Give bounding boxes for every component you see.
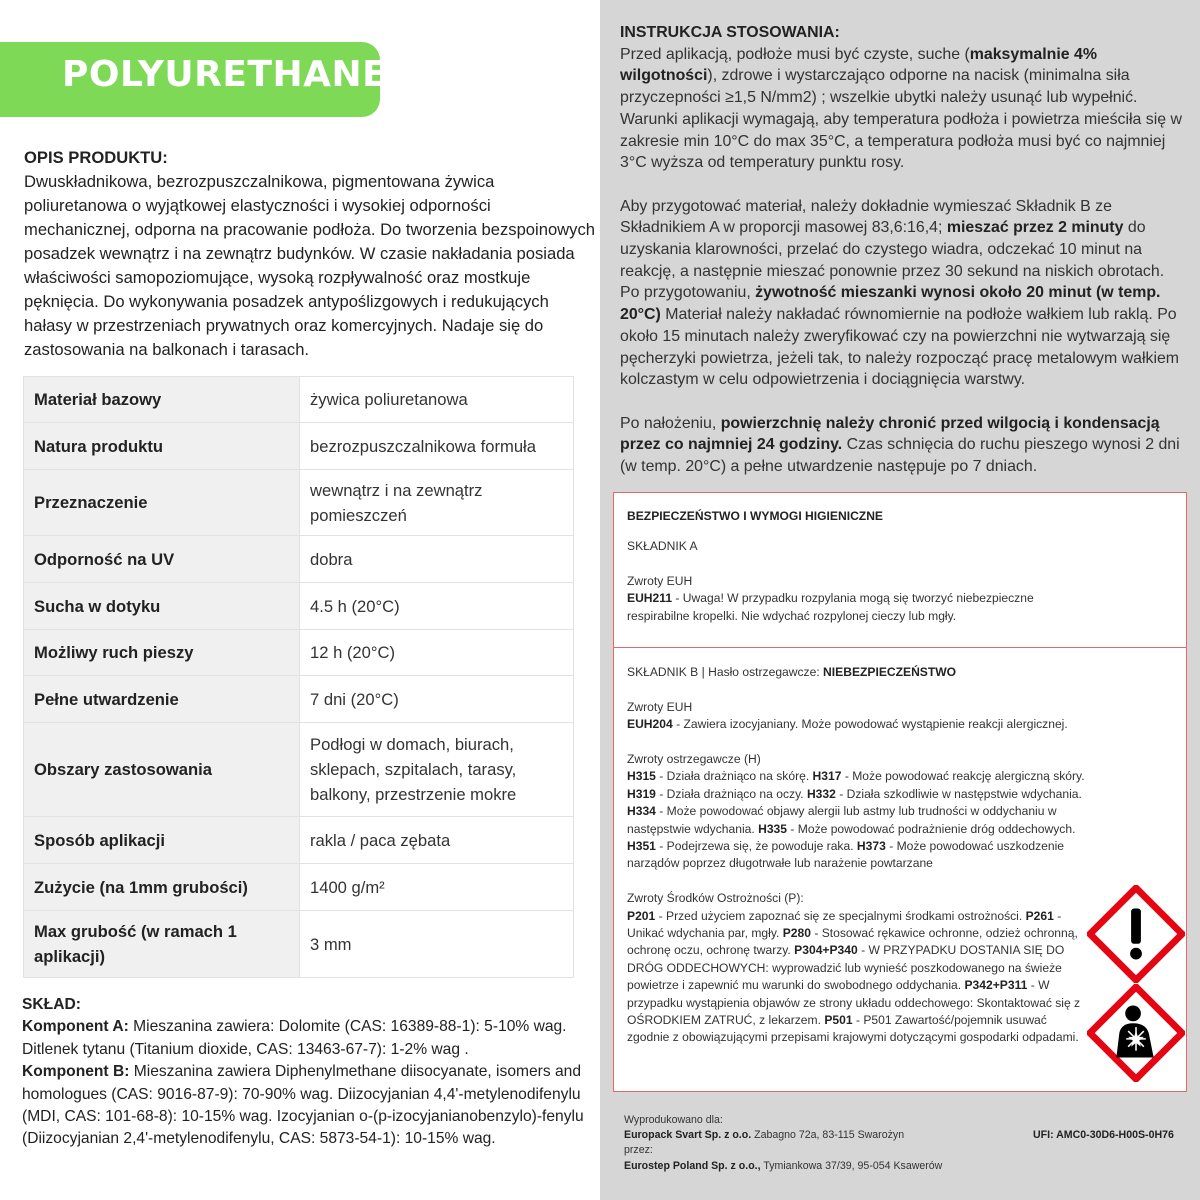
property-value: 1400 g/m²	[300, 864, 574, 911]
safety-title: BEZPIECZEŃSTWO I WYMOGI HIGIENICZNE	[627, 509, 883, 523]
instructions-emphasis: maksymalnie 4% wilgotności	[620, 45, 1097, 85]
instructions-paragraph-1	[620, 44, 1185, 174]
hazard-code: H317	[812, 769, 842, 784]
composition	[22, 994, 597, 1151]
safety-a-body	[627, 538, 1047, 625]
property-label: Odporność na UV	[24, 536, 300, 583]
precaution-text: - W przypadku wystąpienia objawów ze strony układu oddechowego: Skontaktować się z OŚRODKIEM ZATRUĆ, z lekarzem.	[627, 978, 1081, 1028]
company-address: Tymiankowa 37/39, 95-054 Ksawerów	[760, 1159, 943, 1172]
properties-table	[23, 376, 574, 978]
safety-component-a	[614, 493, 1186, 648]
instructions-emphasis: żywotność mieszanki wynosi około 20 minut (w temp. 20°C)	[620, 284, 1161, 324]
description-heading: OPIS PRODUKTU:	[24, 148, 168, 167]
h-statements-heading: Zwroty ostrzegawcze (H)	[627, 752, 761, 766]
hazard-code: H335	[758, 821, 788, 836]
precaution-text: - Unikać wdychania par, mgły.	[627, 908, 1062, 941]
property-label: Materiał bazowy	[24, 377, 300, 423]
property-label: Przeznaczenie	[24, 470, 300, 536]
precaution-code: P201	[627, 908, 656, 923]
precaution-text: - W PRZYPADKU DOSTANIA SIĘ DO DRÓG ODDECHOWYCH: wyprowadzić lub wynieść poszkodowanego na świeże powietrze i zapewnić mu warunki do swobodnego oddychania.	[627, 943, 1065, 993]
table-row	[24, 817, 574, 864]
hazard-code: H373	[856, 839, 886, 854]
property-label: Możliwy ruch pieszy	[24, 630, 300, 676]
precaution-text: - Stosować rękawice ochronne, odzież ochronną, ochronę oczu, ochronę twarzy.	[627, 926, 1078, 958]
safety-box	[613, 492, 1187, 1092]
component-a-label: Komponent A:	[22, 1018, 129, 1036]
instructions-text: Przed aplikacją, podłoże musi być czyste, suche (	[620, 45, 970, 63]
instructions-text: Czas schnięcia do ruchu pieszego wynosi 2 dni (w temp. 20°C) a pełne utwardzenie następuje po 7 dniach.	[620, 436, 1180, 476]
manufacturer-info	[624, 1113, 1004, 1174]
precaution-text: - Przed użyciem zapoznać się ze specjalnymi środkami ostrożności.	[655, 908, 1026, 923]
company-name: Europack Svart Sp. z o.o.	[624, 1129, 752, 1142]
hazard-text: - Może powodować uszkodzenie narządów poprzez długotrwałe lub narażenie powtarzane	[627, 839, 1064, 871]
property-value: żywica poliuretanowa	[300, 377, 574, 423]
property-label: Sucha w dotyku	[24, 583, 300, 630]
safety-b-euh	[627, 716, 1092, 733]
instructions-text: Materiał należy nakładać równomiernie na podłoże wałkiem lub raklą. Po około 15 minutach należy zweryfikować czy na powierzchni nie wytwarzają się pęcherzyki powietrza, jeżeli tak, to należy rozpocząć pracę metalowym wałkiem kolczastym w celu odpowietrzenia i dociągnięcia warstwy.	[620, 306, 1180, 389]
hazard-code: H351	[627, 839, 656, 854]
precaution-text: - P501 Zawartość/pojemnik usuwać zgodnie z obowiązującymi przepisami krajowymi dotyczącymi gospodarki odpadami.	[627, 1013, 1079, 1045]
property-value: bezrozpuszczalnikowa formuła	[300, 423, 574, 470]
table-row	[24, 536, 574, 583]
hazard-text: - Zawiera izocyjaniany. Może powodować wystąpienie reakcji alergicznej.	[672, 717, 1068, 732]
safety-b-label-line	[627, 664, 1092, 681]
hazard-text: - Może powodować podrażnienie dróg oddechowych.	[787, 821, 1076, 836]
instructions-paragraph-3	[620, 413, 1185, 478]
table-row	[24, 470, 574, 536]
safety-component-b	[627, 664, 1092, 1047]
made-for-label: Wyprodukowano dla:	[624, 1114, 723, 1126]
property-value: 4.5 h (20°C)	[300, 583, 574, 630]
precaution-code: P280	[782, 926, 811, 941]
instructions-emphasis: powierzchnię należy chronić przed wilgocią i kondensacją przez co najmniej 24 godziny.	[620, 414, 1160, 454]
p-statements	[627, 908, 1092, 1047]
p-statements-heading: Zwroty Środków Ostrożności (P):	[627, 891, 804, 906]
instructions	[620, 22, 1185, 499]
table-row	[24, 630, 574, 676]
signal-word: NIEBEZPIECZEŃSTWO	[823, 665, 957, 679]
component-a-text: Mieszanina zawiera: Dolomite (CAS: 16389-88-1): 5-10% wag. Ditlenek tytanu (Titanium dioxide, CAS: 13463-67-7): 1-2% wag .	[22, 1018, 567, 1058]
hazard-code: EUH204	[627, 717, 673, 732]
table-row	[24, 377, 574, 423]
precaution-code: P501	[824, 1013, 853, 1028]
property-label: Sposób aplikacji	[24, 817, 300, 864]
company-2	[624, 1159, 1004, 1174]
hazard-text: - Może powodować objawy alergii lub astmy lub trudności w oddychaniu w następstwie wdychania.	[627, 804, 1057, 836]
company-name: Eurostep Poland Sp. z o.o.,	[624, 1159, 761, 1172]
property-value: 12 h (20°C)	[300, 630, 574, 676]
table-row	[24, 423, 574, 470]
instructions-text: do uzyskania klarowności, przelać do czystego wiadra, odczekać 10 minut na reakcję, a następnie mieszać ponownie przez 30 sekund na niskich obrotach. Po przygotowaniu,	[620, 219, 1165, 302]
company-1	[624, 1128, 1004, 1143]
property-value: Podłogi w domach, biurach, sklepach, szpitalach, tarasy, balkony, przestrzenie mokre	[300, 723, 574, 817]
hazard-text: - Może powodować reakcję alergiczną skóry.	[841, 769, 1085, 784]
instructions-text: ), zdrowe i wystarczająco odporne na nacisk (minimalna siła przyczepności ≥1,5 N/mm2) ; wszelkie ubytki należy usunąć lub wypełnić. Warunki aplikacji wymagają, aby temperatura podłoża i powietrza mieściła się w zakresie min 10°C do max 35°C, a temperatura podłoża musi być co najmniej 3°C wyższa od temperatury punktu rosy.	[620, 67, 1182, 172]
property-value: 3 mm	[300, 911, 574, 978]
property-label: Natura produktu	[24, 423, 300, 470]
made-by-label: przez:	[624, 1144, 653, 1157]
hazard-text: - Uwaga! W przypadku rozpylania mogą się tworzyć niebezpieczne respirabilne kropelki. Nie wdychać rozpylonej cieczy lub mgły.	[627, 591, 1034, 623]
product-banner	[0, 42, 388, 117]
hazard-text: - Podejrzewa się, że powoduje raka.	[655, 839, 857, 854]
composition-heading: SKŁAD:	[22, 996, 81, 1013]
property-label: Max grubość (w ramach 1 aplikacji)	[24, 911, 300, 978]
product-title: POLYURETHANE	[62, 54, 388, 95]
hazard-text: - Działa drażniąco na skórę.	[655, 769, 813, 784]
product-description	[24, 146, 599, 362]
instructions-text: Po nałożeniu,	[620, 414, 721, 432]
property-label: Obszary zastosowania	[24, 723, 300, 817]
hazard-code: H319	[627, 786, 656, 801]
instructions-text: Aby przygotować materiał, należy dokładnie wymieszać Składnik B ze Składnikiem A w proporcji masowej 83,6:16,4;	[620, 197, 1112, 237]
hazard-code: H332	[806, 786, 836, 801]
safety-a-label: SKŁADNIK A	[627, 539, 698, 553]
hazard-code: EUH211	[627, 591, 673, 606]
composition-b	[22, 1061, 597, 1151]
table-row	[24, 676, 574, 723]
property-value: dobra	[300, 536, 574, 583]
component-b-text: Mieszanina zawiera Diphenylmethane diisocyanate, isomers and homologues (CAS: 9016-87-9): 70-90% wag. Diizocyjanian 4,4'-metylenodifenylu (MDI, CAS: 101-68-8): 10-15% wag. Izocyjanian o-(p-izocyjanianobenzylo)-fenylu (Diizocyjanian 2,4'-metylenodifenylu, CAS: 5873-54-1): 10-15% wag.	[22, 1063, 584, 1148]
property-label: Zużycie (na 1mm grubości)	[24, 864, 300, 911]
table-row	[24, 864, 574, 911]
hazard-code: H315	[627, 769, 656, 784]
hazard-code: H334	[627, 804, 656, 819]
hazard-text: - Działa drażniąco na oczy.	[655, 786, 807, 801]
table-row	[24, 911, 574, 978]
company-address: Zabagno 72a, 83-115 Swarożyn	[751, 1129, 905, 1142]
instructions-heading: INSTRUKCJA STOSOWANIA:	[620, 24, 840, 41]
h-statements	[627, 768, 1092, 872]
precaution-code: P261	[1025, 908, 1054, 923]
table-row	[24, 723, 574, 817]
property-value: wewnątrz i na zewnątrz pomieszczeń	[300, 470, 574, 536]
instructions-paragraph-2	[620, 196, 1185, 391]
component-b-label: Komponent B:	[22, 1063, 130, 1081]
composition-a	[22, 1016, 597, 1061]
precaution-code: P304+P340	[794, 943, 858, 958]
exclamation-mark-icon	[1087, 885, 1185, 983]
property-value: 7 dni (20°C)	[300, 676, 574, 723]
health-hazard-icon	[1087, 984, 1185, 1082]
safety-a-euh	[627, 590, 1047, 625]
safety-b-label: SKŁADNIK B | Hasło ostrzegawcze:	[627, 665, 824, 679]
ufi-code: UFI: AMC0-30D6-H00S-0H76	[1033, 1129, 1174, 1141]
table-row	[24, 583, 574, 630]
safety-a-euh-heading: Zwroty EUH	[627, 573, 693, 588]
hazard-text: - Działa szkodliwie w następstwie wdychania.	[835, 786, 1082, 801]
footer	[613, 1108, 1187, 1178]
instructions-emphasis: mieszać przez 2 minuty	[946, 219, 1124, 237]
precaution-code: P342+P311	[964, 978, 1028, 993]
safety-b-euh-heading: Zwroty EUH	[627, 699, 693, 714]
description-body: Dwuskładnikowa, bezrozpuszczalnikowa, pigmentowana żywica poliuretanowa o wyjątkowej elastyczności i wysokiej odporności mechanicznej, odporna na pracowanie podłoża. Do tworzenia bezspoinowych posadzek wewnątrz i na zewnątrz budynków. W czasie nakładania posiada właściwości samopoziomujące, wysoką rozpływalność oraz mostkuje pęknięcia. Do wykonywania posadzek antypoślizgowych i redukujących hałasy w przestrzeniach prywatnych oraz komercyjnych. Nadaje się do zastosowania na balkonach i tarasach.	[24, 172, 595, 359]
property-label: Pełne utwardzenie	[24, 676, 300, 723]
property-value: rakla / paca zębata	[300, 817, 574, 864]
